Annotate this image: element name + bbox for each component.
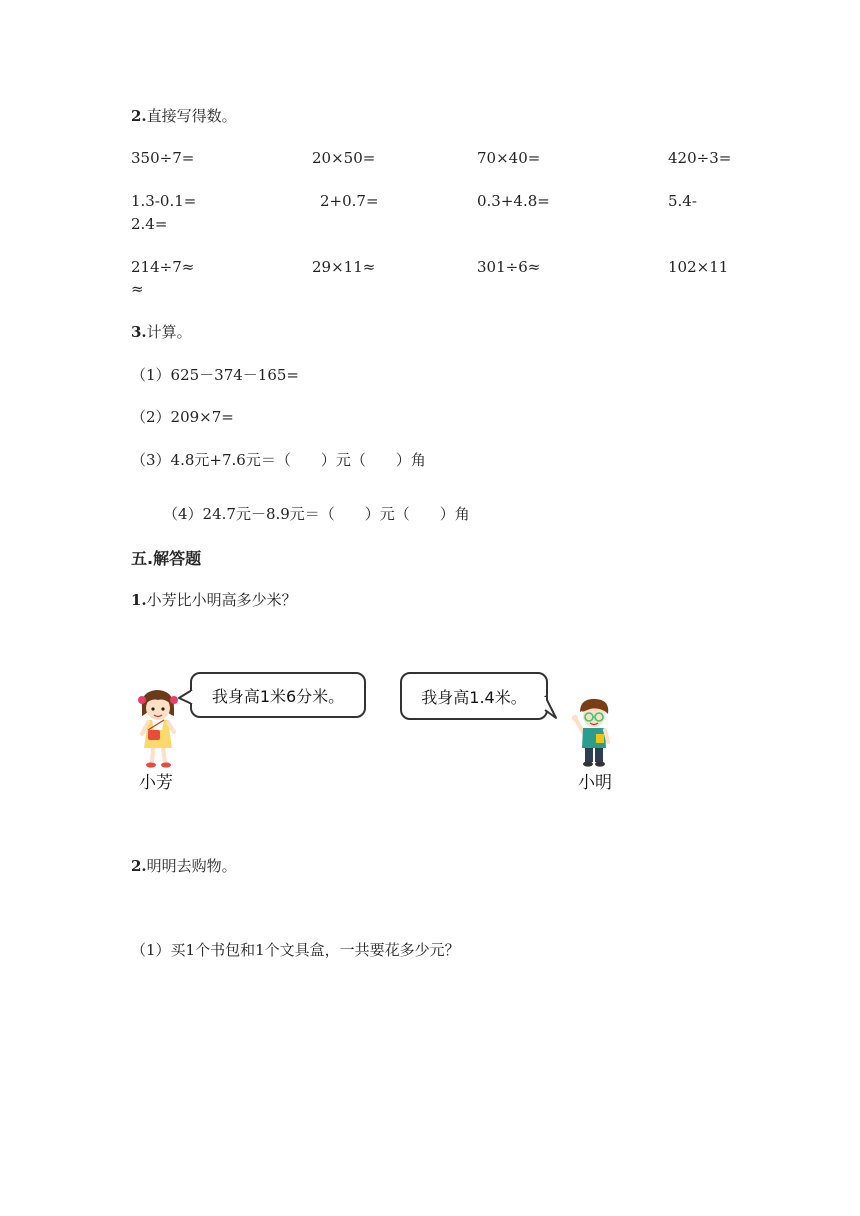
- mental-math-item: 102×11: [668, 258, 729, 276]
- calc-item: （2）209×7=: [131, 408, 234, 426]
- section-2-number: 2.: [131, 107, 147, 125]
- girl-name-label: 小芳: [139, 773, 173, 793]
- mental-math-item: 20×50=: [312, 149, 376, 167]
- question-2: [131, 856, 237, 876]
- mental-math-item-wrap: ≈: [131, 280, 144, 298]
- mental-math-item: 350÷7=: [131, 149, 195, 167]
- girl-bubble-tail: [178, 688, 194, 706]
- girl-speech-bubble: [190, 672, 366, 718]
- mental-math-item-wrap: 2.4=: [131, 215, 168, 233]
- question-1-number: 1.: [131, 591, 147, 609]
- question-2-number: 2.: [131, 857, 147, 875]
- calc-item: （1）625－374－165=: [131, 366, 300, 384]
- boy-speech-text: 我身高1.4米。: [421, 687, 527, 707]
- boy-bubble-tail: [544, 694, 560, 722]
- section-3-title: [131, 322, 192, 342]
- girl-speech-text: 我身高1米6分米。: [211, 686, 345, 706]
- mental-math-item: 70×40=: [477, 149, 541, 167]
- mental-math-item: 420÷3=: [668, 149, 732, 167]
- mental-math-item: 0.3+4.8=: [477, 192, 550, 210]
- question-1-text: 小芳比小明高多少米？: [146, 591, 297, 609]
- part-5-heading: 五.解答题: [131, 549, 202, 568]
- question-1: [131, 590, 297, 610]
- calc-item: （3）4.8元+7.6元＝（ ）元（ ）角: [131, 451, 426, 469]
- question-2-sub-1: （1）买1个书包和1个文具盒，一共要花多少元？: [131, 941, 460, 959]
- girl-xiaofang-illustration: [134, 686, 182, 770]
- mental-math-item: 1.3-0.1=: [131, 192, 197, 210]
- boy-name-label: 小明: [578, 773, 612, 793]
- mental-math-item: 29×11≈: [312, 258, 376, 276]
- section-3-number: 3.: [131, 323, 147, 341]
- boy-xiaoming-illustration: [568, 696, 616, 770]
- question-2-text: 明明去购物。: [146, 857, 237, 875]
- calc-item: （4）24.7元－8.9元＝（ ）元（ ）角: [163, 505, 470, 523]
- section-2-title: [131, 106, 237, 126]
- section-3-text: 计算。: [146, 323, 192, 341]
- mental-math-item: 5.4-: [668, 192, 697, 210]
- boy-speech-bubble: [400, 672, 548, 720]
- mental-math-item: 301÷6≈: [477, 258, 541, 276]
- mental-math-item: 2+0.7=: [320, 192, 379, 210]
- section-2-text: 直接写得数。: [146, 107, 237, 125]
- mental-math-item: 214÷7≈: [131, 258, 195, 276]
